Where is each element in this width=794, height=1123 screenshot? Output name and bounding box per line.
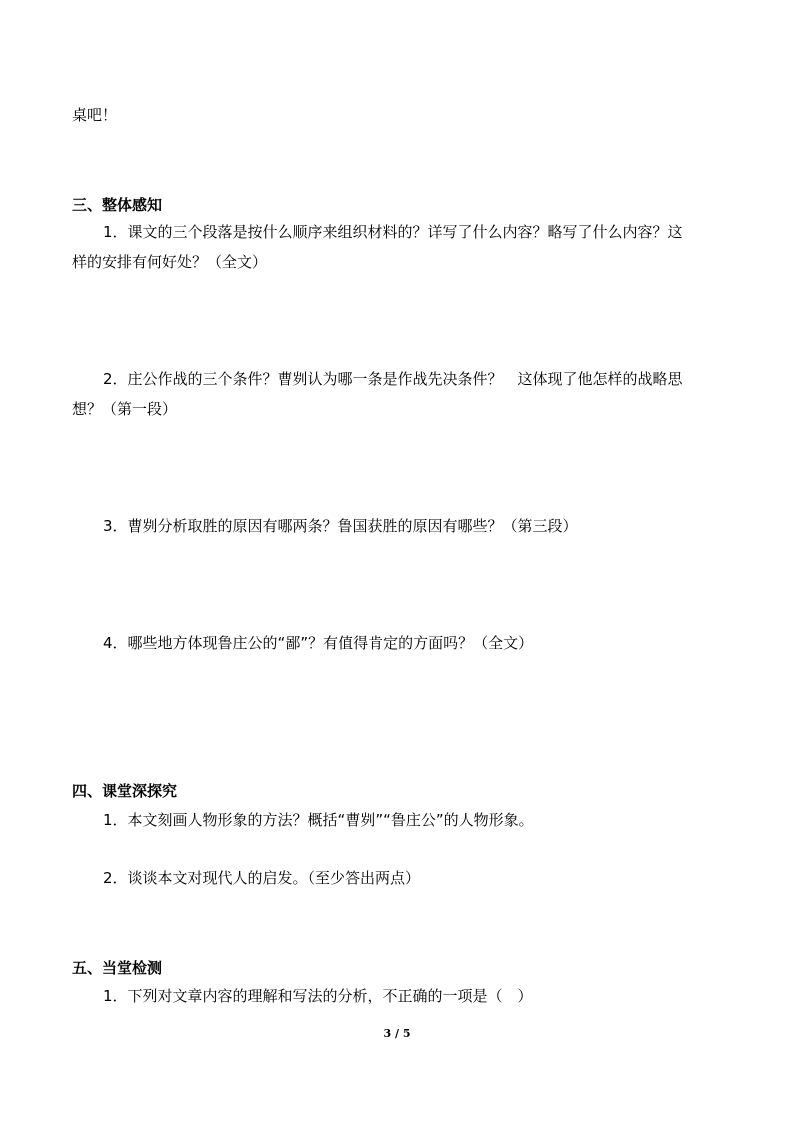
question-3-2-line-2: 想？（第一段）	[72, 400, 178, 418]
continuation-text: 桌吧！	[72, 106, 118, 124]
section-heading-in-class-test: 五、当堂检测	[72, 959, 163, 977]
question-5-1: 1．下列对文章内容的理解和写法的分析，不正确的一项是（ ）	[103, 987, 533, 1005]
question-4-2: 2．谈谈本文对现代人的启发。（至少答出两点）	[103, 869, 421, 887]
section-heading-classroom-inquiry: 四、课堂深探究	[72, 782, 178, 800]
question-3-4: 4．哪些地方体现鲁庄公的“鄙”？有值得肯定的方面吗？（全文）	[103, 634, 534, 652]
section-heading-overall-perception: 三、整体感知	[72, 196, 163, 214]
question-4-1: 1．本文刻画人物形象的方法？概括“曹刿”“鲁庄公”的人物形象。	[103, 811, 534, 829]
question-3-3: 3．曹刿分析取胜的原因有哪两条？鲁国获胜的原因有哪些？（第三段）	[103, 517, 578, 535]
question-3-1-line-1: 1．课文的三个段落是按什么顺序来组织材料的？详写了什么内容？略写了什么内容？这	[103, 223, 683, 241]
question-3-2-line-1: 2．庄公作战的三个条件？曹刿认为哪一条是作战先决条件？ 这体现了他怎样的战略思	[103, 370, 683, 388]
page-number: 3 / 5	[383, 1027, 411, 1040]
question-3-1-line-2: 样的安排有何好处？（全文）	[72, 253, 268, 271]
